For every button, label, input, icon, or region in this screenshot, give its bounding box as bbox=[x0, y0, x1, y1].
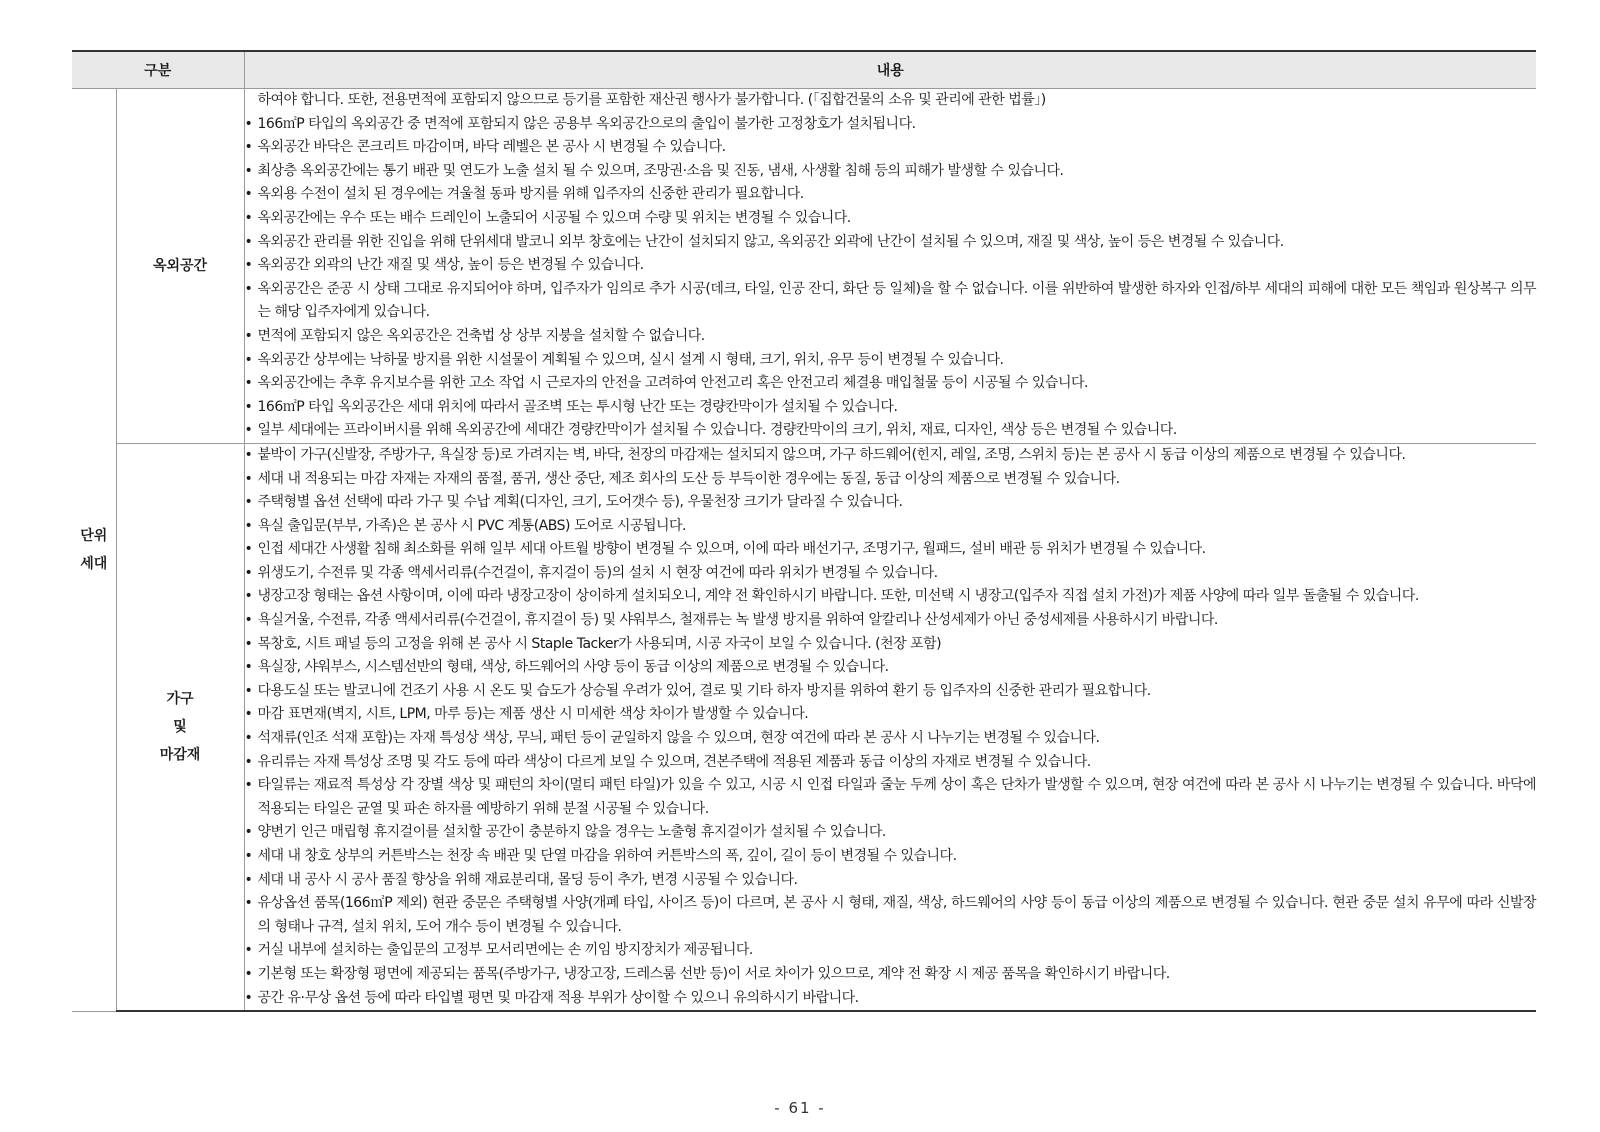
table-header-row bbox=[72, 51, 1536, 89]
section-label bbox=[116, 89, 244, 444]
item-list bbox=[245, 89, 1537, 443]
list-item: • 인접 세대간 사생활 침해 최소화를 위해 일부 세대 아트월 방향이 변경될 수 있으며, 이에 따라 배선기구, 조명기구, 월패드, 설비 배관 등 위치가 변경될 수 있습니다. bbox=[245, 538, 1537, 562]
list-item: • 166㎡P 타입의 옥외공간 중 면적에 포함되지 않은 공용부 옥외공간으로의 출입이 불가한 고정창호가 설치됩니다. bbox=[245, 113, 1537, 137]
list-item: • 타일류는 재료적 특성상 각 장별 색상 및 패턴의 차이(멀티 패턴 타일)가 있을 수 있고, 시공 시 인접 타일과 줄눈 두께 상이 혹은 단차가 발생할 수 있으며, 현장 여건에 따라 본 공사 시 나누기는 변경될 수 있습니다. 바닥에 적용되는 타일은 균열 및 파손 하자를 예방하기 위해 분절 시공될 수 있습니다. bbox=[245, 774, 1537, 821]
list-item: • 주택형별 옵션 선택에 따라 가구 및 수납 계획(디자인, 크기, 도어갯수 등), 우물천장 크기가 달라질 수 있습니다. bbox=[245, 491, 1537, 515]
list-item: • 옥외공간 상부에는 낙하물 방지를 위한 시설물이 계획될 수 있으며, 실시 설계 시 형태, 크기, 위치, 유무 등이 변경될 수 있습니다. bbox=[245, 349, 1537, 373]
list-item: • 옥외공간 바닥은 콘크리트 마감이며, 바닥 레벨은 본 공사 시 변경될 수 있습니다. bbox=[245, 136, 1537, 160]
list-item: • 공간 유·무상 옵션 등에 따라 타입별 평면 및 마감재 적용 부위가 상이할 수 있으니 유의하시기 바랍니다. bbox=[245, 987, 1537, 1011]
group-label bbox=[72, 89, 116, 1012]
list-item: • 목창호, 시트 패널 등의 고정을 위해 본 공사 시 Staple Tacker가 사용되며, 시공 자국이 보일 수 있습니다. (천장 포함) bbox=[245, 633, 1537, 657]
list-item: • 세대 내 적용되는 마감 자재는 자재의 품절, 품귀, 생산 중단, 제조 회사의 도산 등 부득이한 경우에는 동질, 동급 이상의 제품으로 변경될 수 있습니다. bbox=[245, 468, 1537, 492]
list-item: • 옥외공간 관리를 위한 진입을 위해 단위세대 발코니 외부 창호에는 난간이 설치되지 않고, 옥외공간 외곽에 난간이 설치될 수 있으며, 재질 및 색상, 높이 등은 변경될 수 있습니다. bbox=[245, 231, 1537, 255]
list-item: • 유리류는 자재 특성상 조명 및 각도 등에 따라 색상이 다르게 보일 수 있으며, 견본주택에 적용된 제품과 동급 이상의 자재로 변경될 수 있습니다. bbox=[245, 751, 1537, 775]
notice-table bbox=[72, 50, 1536, 1012]
list-item: • 석재류(인조 석재 포함)는 자재 특성상 색상, 무늬, 패턴 등이 균일하지 않을 수 있으며, 현장 여건에 따라 본 공사 시 나누기는 변경될 수 있습니다. bbox=[245, 727, 1537, 751]
list-item: • 기본형 또는 확장형 평면에 제공되는 품목(주방가구, 냉장고장, 드레스룸 선반 등)이 서로 차이가 있으므로, 계약 전 확장 시 제공 품목을 확인하시기 바랍니다. bbox=[245, 963, 1537, 987]
list-item: • 166㎡P 타입 옥외공간은 세대 위치에 따라서 골조벽 또는 투시형 난간 또는 경량칸막이가 설치될 수 있습니다. bbox=[245, 396, 1537, 420]
header-category: 구분 bbox=[72, 51, 244, 89]
list-item: • 양변기 인근 매립형 휴지걸이를 설치할 공간이 충분하지 않을 경우는 노출형 휴지걸이가 설치될 수 있습니다. bbox=[245, 821, 1537, 845]
page-number: - 61 - bbox=[774, 1099, 826, 1117]
list-item: • 거실 내부에 설치하는 출입문의 고정부 모서리면에는 손 끼임 방지장치가 제공됩니다. bbox=[245, 939, 1537, 963]
list-item: • 옥외용 수전이 설치 된 경우에는 겨울철 동파 방지를 위해 입주자의 신중한 관리가 필요합니다. bbox=[245, 183, 1537, 207]
list-item: • 유상옵션 품목(166㎡P 제외) 현관 중문은 주택형별 사양(개폐 타입, 사이즈 등)이 다르며, 본 공사 시 형태, 재질, 색상, 하드웨어의 사양 등이 동급 이상의 제품으로 변경될 수 있습니다. 현관 중문 설치 유무에 따라 신발장의 형태나 규격, 설치 위치, 도어 개수 등이 변경될 수 있습니다. bbox=[245, 892, 1537, 939]
list-item: • 붙박이 가구(신발장, 주방가구, 욕실장 등)로 가려지는 벽, 바닥, 천장의 마감재는 설치되지 않으며, 가구 하드웨어(힌지, 레일, 조명, 스위치 등)는 본 공사 시 동급 이상의 제품으로 변경될 수 있습니다. bbox=[245, 444, 1537, 468]
list-item: • 욕실거울, 수전류, 각종 액세서리류(수건걸이, 휴지걸이 등) 및 샤워부스, 철재류는 녹 발생 방지를 위하여 알칼리나 산성세제가 아닌 중성세제를 사용하시기 바랍니다. bbox=[245, 609, 1537, 633]
group-label-text: 단위 세대 bbox=[80, 527, 108, 572]
list-item: • 옥외공간 외곽의 난간 재질 및 색상, 높이 등은 변경될 수 있습니다. bbox=[245, 254, 1537, 278]
list-item: • 옥외공간은 준공 시 상태 그대로 유지되어야 하며, 입주자가 임의로 추가 시공(데크, 타일, 인공 잔디, 화단 등 일체)을 할 수 없습니다. 이를 위반하여 발생한 하자와 인접/하부 세대의 피해에 대한 모든 책임과 원상복구 의무는 해당 입주자에게 있습니다. bbox=[245, 278, 1537, 325]
list-item: • 세대 내 창호 상부의 커튼박스는 천장 속 배관 및 단열 마감을 위하여 커튼박스의 폭, 깊이, 길이 등이 변경될 수 있습니다. bbox=[245, 845, 1537, 869]
list-item: • 세대 내 공사 시 공사 품질 향상을 위해 재료분리대, 몰딩 등이 추가, 변경 시공될 수 있습니다. bbox=[245, 869, 1537, 893]
section-content bbox=[244, 443, 1536, 1011]
section-label bbox=[116, 443, 244, 1011]
list-item: • 옥외공간에는 우수 또는 배수 드레인이 노출되어 시공될 수 있으며 수량 및 위치는 변경될 수 있습니다. bbox=[245, 207, 1537, 231]
item-list bbox=[245, 444, 1537, 1010]
list-item: • 위생도기, 수전류 및 각종 액세서리류(수건걸이, 휴지걸이 등)의 설치 시 현장 여건에 따라 위치가 변경될 수 있습니다. bbox=[245, 562, 1537, 586]
section-label-text: 가구 및 마감재 bbox=[159, 691, 201, 764]
list-item: • 다용도실 또는 발코니에 건조기 사용 시 온도 및 습도가 상승될 우려가 있어, 결로 및 기타 하자 방지를 위하여 환기 등 입주자의 신중한 관리가 필요합니다. bbox=[245, 680, 1537, 704]
list-item: 하여야 합니다. 또한, 전용면적에 포함되지 않으므로 등기를 포함한 재산권 행사가 불가합니다. (「집합건물의 소유 및 관리에 관한 법률」) bbox=[257, 92, 1046, 108]
list-item: • 마감 표면재(벽지, 시트, LPM, 마루 등)는 제품 생산 시 미세한 색상 차이가 발생할 수 있습니다. bbox=[245, 703, 1537, 727]
list-item: • 일부 세대에는 프라이버시를 위해 옥외공간에 세대간 경량칸막이가 설치될 수 있습니다. 경량칸막이의 크기, 위치, 재료, 디자인, 색상 등은 변경될 수 있습니다. bbox=[245, 419, 1537, 443]
section-content bbox=[244, 89, 1536, 444]
list-item: • 욕실장, 샤워부스, 시스템선반의 형태, 색상, 하드웨어의 사양 등이 동급 이상의 제품으로 변경될 수 있습니다. bbox=[245, 656, 1537, 680]
list-item: • 면적에 포함되지 않은 옥외공간은 건축법 상 상부 지붕을 설치할 수 없습니다. bbox=[245, 325, 1537, 349]
header-content: 내용 bbox=[244, 51, 1536, 89]
section-label-text: 옥외공간 bbox=[152, 257, 208, 274]
list-item: • 최상층 옥외공간에는 통기 배관 및 연도가 노출 설치 될 수 있으며, 조망권·소음 및 진동, 냄새, 사생활 침해 등의 피해가 발생할 수 있습니다. bbox=[245, 160, 1537, 184]
list-item: • 냉장고장 형태는 옵션 사항이며, 이에 따라 냉장고장이 상이하게 설치되오니, 계약 전 확인하시기 바랍니다. 또한, 미선택 시 냉장고(입주자 직접 설치 가전)가 제품 사양에 따라 일부 돌출될 수 있습니다. bbox=[245, 585, 1537, 609]
table-row bbox=[72, 89, 1536, 444]
list-item: • 욕실 출입문(부부, 가족)은 본 공사 시 PVC 계통(ABS) 도어로 시공됩니다. bbox=[245, 515, 1537, 539]
list-item: • 옥외공간에는 추후 유지보수를 위한 고소 작업 시 근로자의 안전을 고려하여 안전고리 혹은 안전고리 체결용 매입철물 등이 시공될 수 있습니다. bbox=[245, 372, 1537, 396]
table-row bbox=[72, 443, 1536, 1011]
